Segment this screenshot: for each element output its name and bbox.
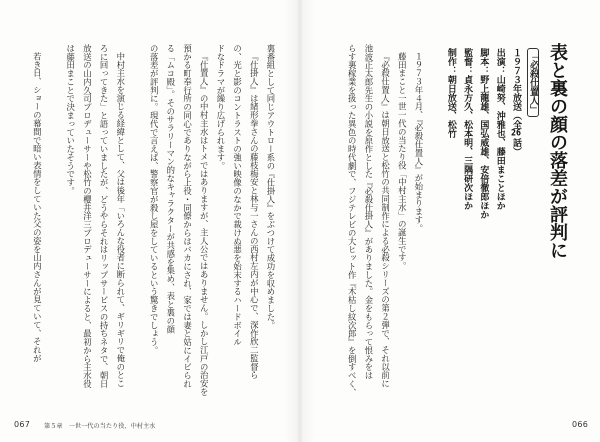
body-column: 『必殺仕置人』は朝日放送と松竹の共同制作による必殺シリーズの第２弾で、それ以前に (380, 52, 391, 388)
page-number: 066 (572, 420, 589, 429)
program-info (443, 48, 542, 348)
body-column: 放送の山内久司プロデューサーや松竹の櫻井洋三プロデューサーによると、最初から主水役 (82, 44, 93, 388)
body-column: は藤田まことで決まっていたそうです。 (65, 44, 76, 196)
program-directors-line: 監督：貞永方久、松本明、三隅研次ほか (462, 48, 473, 210)
right-page-body (344, 44, 428, 408)
program-writers-line: 脚本：野上龍雄、国弘威雄、安倍徹郎ほか (478, 48, 489, 219)
paragraph-break (129, 44, 146, 408)
body-column: 預かる町奉行所の同心でありながら上役・同僚からはバカにされ、家では妻と姑にイビられ (182, 44, 193, 388)
body-column: １９７３年４月、『必殺仕置人』が始まります。 (414, 52, 424, 233)
program-title-column (524, 48, 541, 348)
body-column: 中村主水を演じる経緯として、父は後年「いろんな役者に断られて、ギリギリで俺のとこ (115, 52, 126, 388)
body-column: 『仕置人』の中村主水はトメではありますが、主人公ではありません。しかし江戸の治安を (199, 52, 210, 397)
page-number: 067 (14, 420, 31, 429)
body-column: る「ムコ殿」。そのサラリーマン的なキャラクターが共感を集め、表と裏の顔 (165, 44, 176, 334)
body-column: 裏番組として同じアウトロー系の『仕掛人』をぶつけて成功を収めました。 (266, 44, 276, 330)
program-cast-line: 出演：山崎努、沖雅也、藤田まことほか (494, 48, 505, 210)
body-column: の落差が評判に。現代で言えば、警察官が殺し屋をしているという驚きでしょう。 (149, 44, 160, 355)
body-column: の、光と影のコントラストの強い映像のなかで裁けぬ悪を始末するハードボイル (232, 44, 243, 347)
body-column: 『仕掛人』は緒形拳さんの藤枝梅安と林与一さんの西村左内が中心で、深作欣二監督ら (249, 52, 260, 380)
body-column: ろに回ってきた」と語っていましたが、どうやらそれはリップサービスの持ちネタで、朝日 (99, 44, 110, 388)
body-column: 若き日、ショーの幕間で暗い表情をしていた父の姿を山内さんが見ていて、それが (32, 52, 43, 363)
left-page-body (29, 44, 280, 408)
section-heading: 表と裏の顔の落差が評判に (547, 43, 568, 259)
program-title-box: 「必殺仕置人」 (527, 48, 539, 117)
body-column: らす裏稼業を扱った異色の時代劇で、フジテレビの大ヒット作『木枯し紋次郎』を倒すべく、 (347, 44, 358, 397)
body-column: 藤田まこと一世一代の当たり役「中村主水」の誕生です。 (397, 52, 408, 271)
right-page (300, 0, 600, 442)
running-head: 第５章 一世一代の当たり役、中村主水 (44, 423, 156, 430)
paragraph-break (45, 44, 62, 408)
body-column: 池波正太郎先生の小説を原作とした『必殺仕掛人』がありました。金をもらって恨みをは (363, 44, 374, 380)
program-broadcast-line: １９７３年放送（全26話） (511, 48, 521, 156)
program-production-line: 制作：朝日放送、松竹 (445, 48, 456, 138)
body-column: ドなドラマが繰り広げられます。 (215, 44, 226, 170)
